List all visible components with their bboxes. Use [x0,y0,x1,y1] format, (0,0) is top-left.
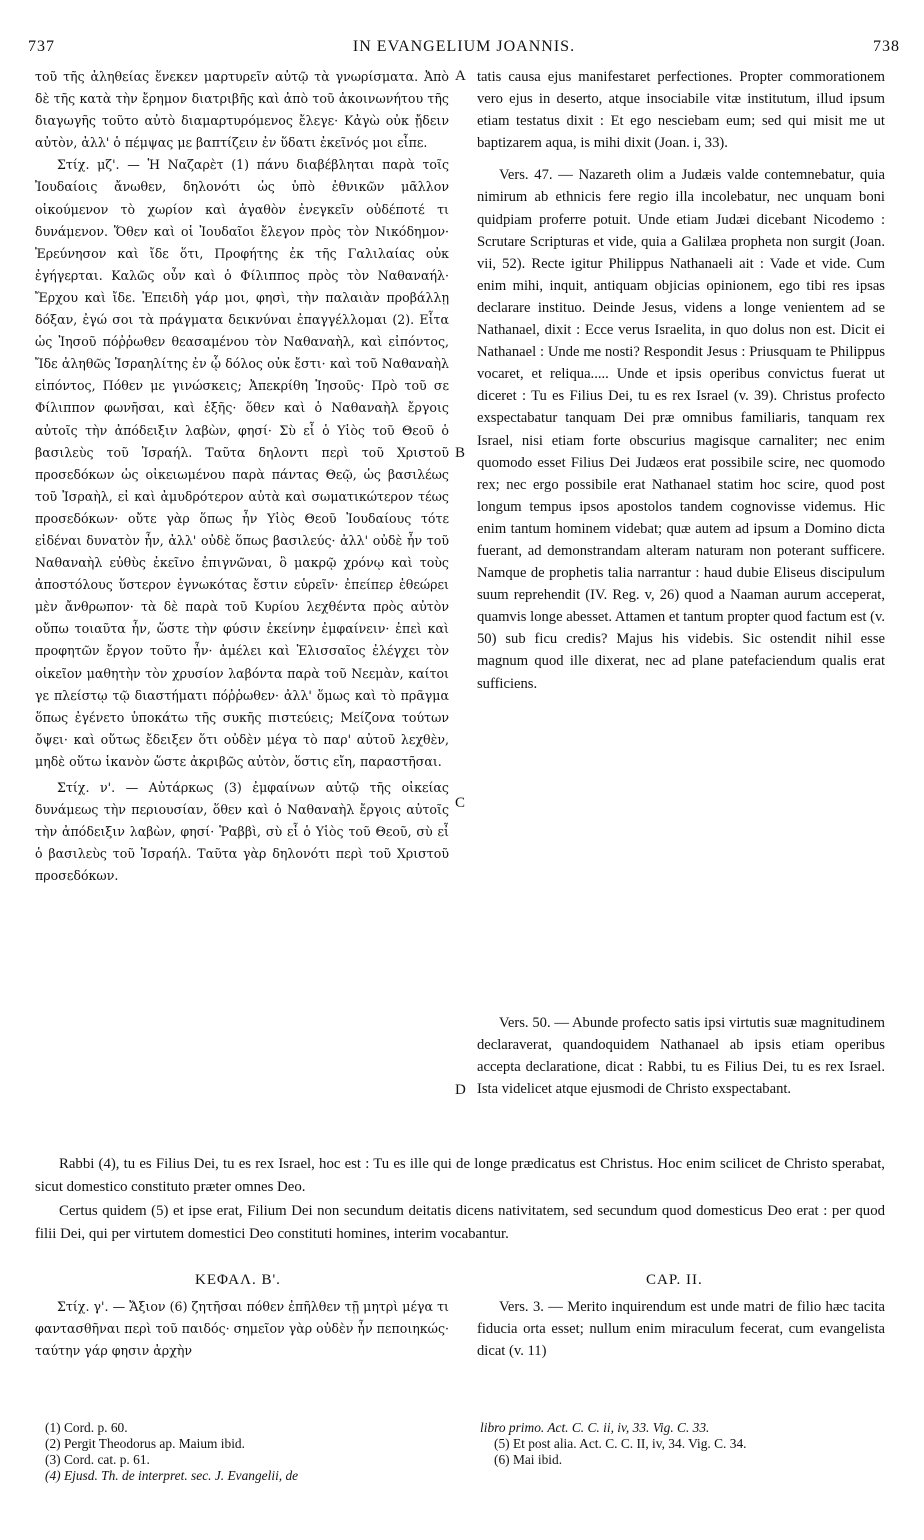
latin-chapter-text-block [477,1296,885,1362]
greek-chapter-text-block [35,1296,449,1362]
margin-letter-c: C [455,795,466,811]
latin-chapter-text: Vers. 3. — Merito inquirendum est unde matri de filio hæc tacita fiducia orta esset; nullum enim miraculum fecerat, cum evangelista dicat (v. 11) [477,1299,885,1360]
footnotes-right [480,1420,747,1468]
footnote-5: (5) Et post alia. Act. C. C. II, iv, 34. Vig. C. 34. [494,1436,747,1451]
greek-paragraph-2: Στίχ. μζ'. — Ἡ Ναζαρὲτ (1) πάνυ διαβέβληται παρὰ τοῖς Ἰουδαίοις ἄνωθεν, δηλονότι ὡς ὑπὸ ἐθνικῶν μᾶλλον οἰκούμενον τὸ χωρίον καὶ ἀγαθὸν ἐνεγκεῖν οὐδέποτέ τι δυνάμενον. Ὅθεν καὶ οἱ Ἰουδαῖοι ἔλεγον πρὸς τὸν Νικόδημον· Ἐρεύνησον καὶ ἴδε ὅτι, Προφήτης ἐκ τῆς Γαλιλαίας οὐκ ἐγήγερται. Καλῶς οὖν καὶ ὁ Φίλιππος πρὸς τὸν Ναθαναήλ· Ἔρχου καὶ ἴδε. Ἐπειδὴ γάρ μοι, φησὶ, τὴν παλαιὰν προβάλλῃ δόξαν, ἐγώ σοι τὰ πράγματα δεικνύναι ἐπαγγέλλομαι (2). Εἶτα ὡς Ἰησοῦ πόῤῥωθεν θεασαμένου τὸν Ναθαναὴλ, καὶ εἰπόντος, Ἴδε ἀληθῶς Ἰσραηλίτης ἐν ᾧ δόλος οὐκ ἔστι· καὶ τοῦ Ναθαναὴλ εἰπόντος, Πόθεν με γινώσκεις; Ἀπεκρίθη Ἰησοῦς· Πρὸ τοῦ σε Φίλιππον φωνῆσαι, καὶ ἑξῆς· ὅθεν καὶ ὁ Ναθαναὴλ ἔργοις αὐτοῖς τὴν ἀπόδειξιν λαβὼν, φησί· Σὺ εἶ ὁ Υἱὸς τοῦ Θεοῦ ὁ βασιλεὺς τοῦ Ἰσραήλ. Ταῦτα δηλοντι περὶ τοῦ Χριστοῦ προσεδόκων ὡς οἰκειωμένου παρὰ πάντας Θεῷ, ὡς βασιλέως τοῦ Ἰσραὴλ, εἰ καὶ ἀμυδρότερον αὐτὰ καὶ σωματικώτερον τέως προσεδόκων· οὔτε γὰρ ὅπως ἦν Υἱὸς Θεοῦ Ἰουδαίους τότε εἰδέναι δυνατὸν ἦν, ἀλλ' οὐδὲ ὅπως βασιλεύς· ἀλλ' οὐδὲ ἦν τοῦ Ναθαναὴλ εὐθὺς ἐκεῖνο ἐπιγνῶναι, ὃ μακρῷ χρόνῳ καὶ τοὺς ἀποστόλους ὕστερον ἐγνωκότας ἔστιν εὑρεῖν· ἐπείπερ ἐθεώρει μὲν ἄνθρωπον· τὰ δὲ παρὰ τοῦ Κυρίου λεχθέντα πρὸς αὐτὸν οὔπω τοιαῦτα ἦν, ὥστε τὴν φύσιν ἐκείνην ἐμφαίνειν· ἐπεὶ καὶ προφητῶν ἔργον τοῦτο ἦν· ἀμέλει καὶ Ἐλισσαῖος ἐλέγχει τὸν οἰκεῖον μαθητὴν τὸν χρυσίον λαβόντα παρὰ τοῦ Νεεμὰν, καίτοι γε πλείστῳ τῷ διαστήματι πόῤῥωθεν· ἀλλ' ὅμως καὶ τὸ πρᾶγμα ὅπως ἐγένετο ὑποκάτω τῆς συκῆς πιστεύεις; Μείζονα τούτων ὄψει· καὶ οὕτως ἔδειξεν ὅτι οὐδὲν μέγα τὸ παρ' αὐτοῦ λεχθὲν, μηδὲ οὕτω ἱκανὸν ὥστε ἀκριβῶς αὐτὸν, ὅστις εἴη, παραστῆσαι. [35,157,449,769]
left-page-number: 737 [28,38,55,55]
margin-letter-d: D [455,1082,466,1098]
full-width-paragraph-1: Rabbi (4), tu es Filius Dei, tu es rex Israel, hoc est : Tu es ille qui de longe prædicatus est Christus. Hoc enim scilicet de Christo sperabat, sicut domestico constituto præter omnes Deo. [35,1156,885,1195]
latin-chapter-heading: CAP. II. [646,1272,703,1288]
latin-paragraph-3: Vers. 50. — Abunde profecto satis ipsi virtutis suæ magnitudinem declaraverat, quandoquidem Nathanael ab ipsis etiam operibus accepta declaratione, dicat : Rabbi, tu es Filius Dei, tu es rex Israel. Ista videlicet atque ejusmodi de Christo exspectabant. [477,1015,885,1098]
latin-paragraph-2: Vers. 47. — Nazareth olim a Judæis valde contemnebatur, quia nimirum ab ethnicis fere regio illa incolebatur, nec unquam boni quidpiam proferre potuit. Unde etiam Judæi dicebant Nicodemo : Scrutare Scripturas et vide, quia a Galilæa propheta non surgit (Joan. vii, 52). Recte igitur Philippus Nathanaeli ait : Vade et vide. Cum enim mihi, inquit, antiquam objicias opinionem, ego tibi res ipsas declarare instituo. Deinde Jesus, videns a longe venientem ad se Nathanael, dixit : Ecce verus Israelita, in quo dolus non est. Dicit ei Nathanael : Unde me nosti? Respondit Jesus : Priusquam te Philippus vocaret, et reliqua..... Unde et ipsis operibus convictus fuerat ut diceret : Tu es Filius Dei, tu es rex Israel (v. 39). Christus profecto exspectabatur tanquam Dei præ omnibus familiaris, tanquam rex Israel, nisi etiam forte obscurius magisque carnaliter; nec enim quomodo esset Filius Dei Judæos erat possibile scire, nec quomodo rex; nec ergo possibile erat Nathanael statim hoc scire, quod post longum tempus ipsos apostolos tandem cognovisse videmus. Hic enim tantum hominem videbat; quæ autem ad ipsum a Domino dicta fuerant, ad demonstrandam alteram naturam non poterant sufficere. Namque de prophetis talia narrantur : haud dubie Eliseus discipulum suum reprehendit (IV. Reg. v, 26) quod a Naaman aurum acceperat, quamvis longe abesset. Attamen et tantum propter quod factum est (v. 50) sub ficu credis? Majus his videbis. Sic ostendit nihil esse magnum quod ille dixerat, nec ad plane patefaciendum qualis erat sufficiens. [477,167,885,692]
greek-column [35,66,449,887]
footnote-2: (2) Pergit Theodorus ap. Maium ibid. [45,1436,245,1451]
full-width-paragraph-2: Certus quidem (5) et ipse erat, Filium Dei non secundum deitatis dicens nativitatem, sed secundum quod domesticus Deo erat : per quod filii Dei, qui per virtutem domestici Deo constituti homines, interim vocabantur. [35,1203,885,1242]
running-header [28,38,900,64]
right-page-number: 738 [873,38,900,55]
latin-paragraph-1: tatis causa ejus manifestaret perfectiones. Propter commorationem vero ejus in deserto, atque insociabile vitæ institutum, illud ipsum etiam testatus dixit : Et ego nesciebam eum; sed qui misit me ut baptizarem aqua, is mihi dixit (Joan. i, 33). [477,69,885,152]
latin-column-lower [477,1012,885,1100]
full-width-text [35,1153,885,1245]
footnote-6: (6) Mai ibid. [494,1452,563,1467]
footnote-4: (4) Ejusd. Th. de interpret. sec. J. Evangelii, de [45,1468,299,1483]
greek-paragraph-1: τοῦ τῆς ἀληθείας ἕνεκεν μαρτυρεῖν αὐτῷ τὰ γνωρίσματα. Ἀπὸ δὲ τῆς κατὰ τὴν ἔρημον διατριβῆς καὶ ἀπὸ τοῦ ἀκοινωνήτου τῆς διαγωγῆς τοῦτο αὐτὸ διαμαρτυρόμενος ἔλεγε· Κἀγὼ οὐκ ᾔδειν αὐτὸν, ἀλλ' ὁ πέμψας με βαπτίζειν ἐν ὕδατι ἐκεῖνός μοι εἶπε. [35,69,449,151]
footnote-4-continued: libro primo. Act. C. C. ii, iv, 33. Vig. C. 33. [480,1420,710,1435]
footnotes-left [45,1420,298,1484]
margin-letter-a: A [455,68,466,84]
footnote-3: (3) Cord. cat. p. 61. [45,1452,150,1467]
greek-paragraph-3: Στίχ. ν'. — Αὐτάρκως (3) ἐμφαίνων αὐτῷ τῆς οἰκείας δυνάμεως τὴν περιουσίαν, ὅθεν καὶ ὁ Ναθαναὴλ ἔργοις αὐτοῖς τὴν ἀπόδειξιν λαβὼν, φησί· Ῥαββὶ, σὺ εἶ ὁ Υἱὸς τοῦ Θεοῦ, σὺ εἶ ὁ βασιλεὺς τοῦ Ἰσραήλ. Ταῦτα γὰρ δηλονότι περὶ τοῦ Χριστοῦ προσεδόκων. [35,780,449,884]
greek-chapter-text: Στίχ. γ'. — Ἄξιον (6) ζητῆσαι πόθεν ἐπῆλθεν τῇ μητρὶ μέγα τι φαντασθῆναι περὶ τοῦ παιδός· σημεῖον γὰρ οὐδὲν ἦν πεποιηκώς· ταύτην γάρ φησιν ἀρχὴν [35,1299,449,1359]
latin-column [477,66,885,695]
margin-letter-b: B [455,445,466,461]
running-title: IN EVANGELIUM JOANNIS. [352,38,576,55]
footnote-1: (1) Cord. p. 60. [45,1420,128,1435]
greek-chapter-heading: ΚΕΦΑΛ. Β'. [195,1272,281,1288]
